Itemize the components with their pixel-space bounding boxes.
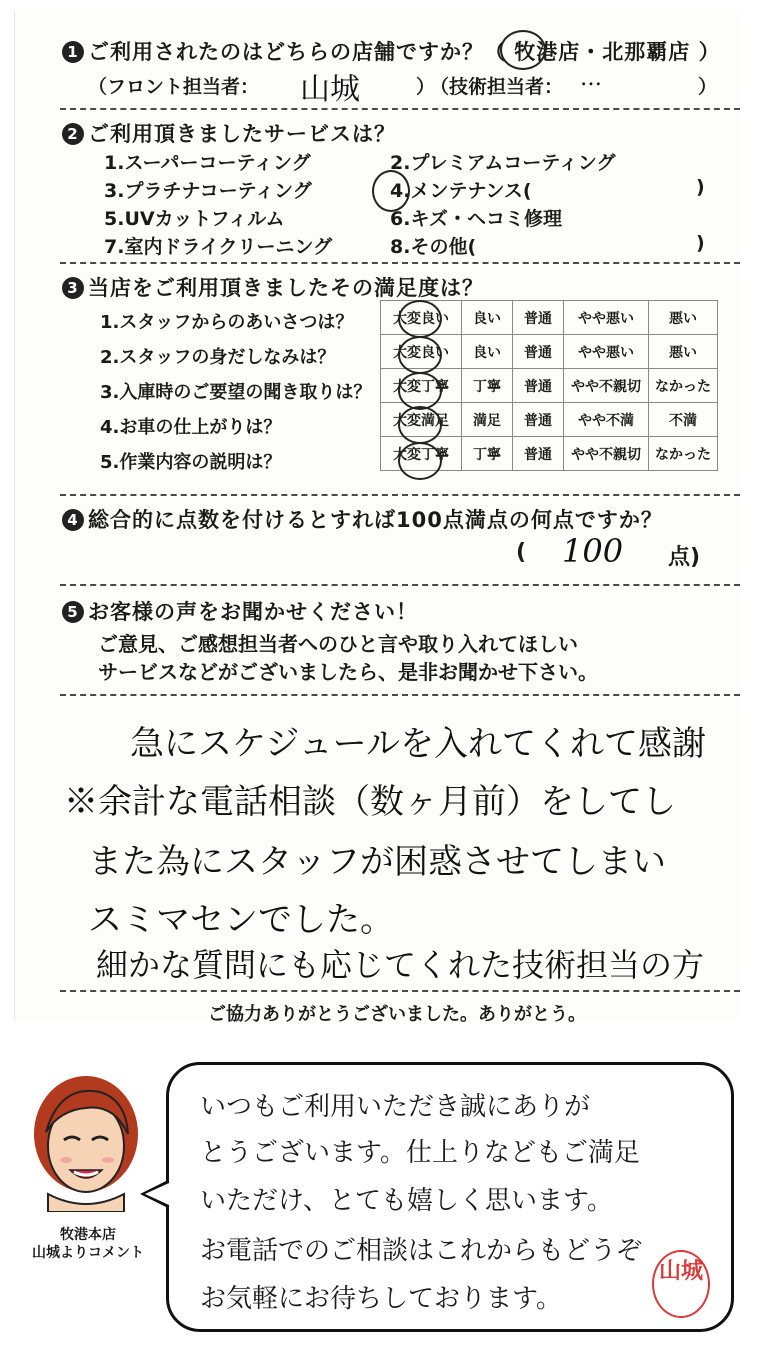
- section-divider: [60, 990, 740, 992]
- close-paren: ): [696, 232, 705, 254]
- question-3-text: 当店をご利用頂きましたその満足度は？: [88, 276, 484, 300]
- service-option: 2.プレミアムコーティング: [390, 152, 616, 174]
- question-number: 1: [62, 41, 84, 63]
- name-stamp: 山城: [652, 1250, 710, 1318]
- service-option: 6.キズ・ヘコミ修理: [390, 208, 563, 230]
- option-cell: 普通: [513, 301, 564, 335]
- customer-comment-line: 急にスケジュールを入れてくれて感謝: [130, 724, 706, 764]
- option-cell: やや不満: [564, 403, 649, 437]
- choice-circle: [398, 336, 442, 374]
- option-cell: 丁寧: [462, 437, 513, 471]
- service-option: 5.UVカットフィルム: [104, 208, 285, 230]
- score-value: 100: [562, 532, 624, 570]
- section-divider: [60, 584, 740, 586]
- option-cell: やや悪い: [564, 301, 649, 335]
- question-number: 4: [62, 509, 84, 531]
- store-name: 牧港本店: [60, 1227, 116, 1243]
- option-cell: やや悪い: [564, 335, 649, 369]
- satisfaction-row-label: 1.スタッフからのあいさつは？: [100, 312, 354, 333]
- service-option: 1.スーパーコーティング: [104, 152, 311, 174]
- close-paren: ): [696, 176, 705, 198]
- question-number: 2: [62, 123, 84, 145]
- service-option: 3.プラチナコーティング: [104, 180, 312, 202]
- customer-comment-line: 細かな質問にも応じてくれた技術担当の方: [96, 946, 705, 984]
- choice-circle: [398, 406, 442, 444]
- reply-line: とうございます。仕上りなどもご満足: [200, 1138, 640, 1168]
- choice-circle: [398, 372, 442, 410]
- question-4-text: 総合的に点数を付けるとすれば100点満点の何点ですか？: [88, 508, 663, 532]
- score-open-paren: (: [516, 540, 527, 565]
- option-cell: 大変良い: [381, 301, 462, 335]
- service-option: 8.その他(: [390, 236, 477, 258]
- reply-line: いただけ、とても嬉しく思います。: [200, 1186, 613, 1216]
- customer-comment-line: ※余計な電話相談（数ヶ月前）をしてし: [64, 782, 676, 822]
- service-option: 4.メンテナンス(: [390, 180, 532, 202]
- section-divider: [60, 694, 740, 696]
- satisfaction-row-label: 2.スタッフの身だしなみは？: [100, 347, 336, 368]
- question-5: [62, 596, 418, 626]
- question-5-subtext: ご意見、ご感想担当者へのひと言や取り入れてほしい: [98, 632, 578, 656]
- question-2: [62, 118, 396, 148]
- option-cell: やや不親切: [564, 369, 649, 403]
- option-cell: 満足: [462, 403, 513, 437]
- question-2-text: ご利用頂きましたサービスは？: [88, 122, 396, 146]
- option-cell: 良い: [462, 335, 513, 369]
- score-unit: 点): [668, 545, 701, 570]
- close-paren: ）: [698, 76, 718, 98]
- staff-avatar: [30, 1074, 142, 1212]
- option-cell: やや不親切: [564, 437, 649, 471]
- customer-comment-line: また為にスタッフが困惑させてしまい: [88, 842, 666, 882]
- question-1-text: ご利用されたのはどちらの店舗ですか？（ 牧港店・北那覇店 ）: [88, 40, 721, 64]
- satisfaction-row-label: 5.作業内容の説明は？: [100, 452, 282, 473]
- close-paren: ）: [416, 76, 436, 98]
- option-cell: 丁寧: [462, 369, 513, 403]
- section-divider: [60, 262, 740, 264]
- store-choice-circle: [500, 30, 546, 70]
- option-cell: 大変丁寧: [381, 437, 462, 471]
- question-1: [62, 36, 721, 66]
- front-staff-value: 山城: [300, 72, 360, 107]
- customer-closing: ご協力ありがとうございました。ありがとう。: [208, 1004, 586, 1025]
- service-option: 7.室内ドライクリーニング: [104, 236, 333, 258]
- option-cell: 普通: [513, 403, 564, 437]
- option-cell: 悪い: [649, 301, 718, 335]
- customer-comment-line: スミマセンでした。: [88, 900, 394, 940]
- comment-author: 山城よりコメント: [32, 1245, 144, 1261]
- choice-circle: [398, 442, 442, 480]
- reply-line: いつもご利用いただき誠にありが: [200, 1092, 591, 1122]
- tech-staff-label: （技術担当者：: [430, 76, 564, 98]
- option-cell: なかった: [649, 369, 718, 403]
- reply-line: お気軽にお待ちしております。: [200, 1284, 562, 1314]
- satisfaction-row-label: 3.入庫時のご要望の聞き取りは？: [100, 382, 372, 403]
- front-staff-label: （フロント担当者：: [88, 76, 260, 98]
- question-4: [62, 504, 663, 534]
- option-cell: 普通: [513, 335, 564, 369]
- option-cell: 不満: [649, 403, 718, 437]
- option-cell: 大変良い: [381, 335, 462, 369]
- question-3: [62, 272, 484, 302]
- bubble-tail-fill: [145, 1183, 169, 1205]
- option-cell: 良い: [462, 301, 513, 335]
- option-cell: なかった: [649, 437, 718, 471]
- option-cell: 大変満足: [381, 403, 462, 437]
- tech-staff-value: …: [580, 66, 602, 91]
- question-5-subtext: サービスなどがございましたら、是非お聞かせ下さい。: [98, 660, 598, 684]
- section-divider: [60, 494, 740, 496]
- section-divider: [60, 108, 740, 110]
- question-number: 5: [62, 601, 84, 623]
- question-number: 3: [62, 277, 84, 299]
- option-cell: 悪い: [649, 335, 718, 369]
- choice-circle: [398, 300, 442, 338]
- reply-line: お電話でのご相談はこれからもどうぞ: [200, 1236, 643, 1266]
- option-cell: 普通: [513, 369, 564, 403]
- question-5-text: お客様の声をお聞かせください！: [88, 600, 418, 624]
- staff-caption: [18, 1226, 158, 1262]
- satisfaction-row-label: 4.お車の仕上がりは？: [100, 417, 282, 438]
- option-cell: 普通: [513, 437, 564, 471]
- option-cell: 大変丁寧: [381, 369, 462, 403]
